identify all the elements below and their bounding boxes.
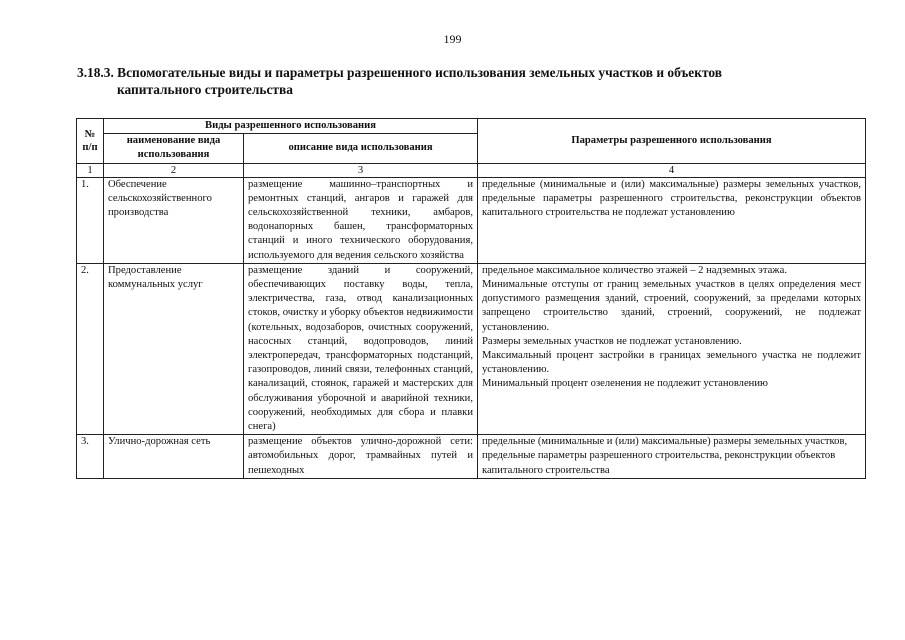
use-params bbox=[478, 435, 866, 479]
param-paragraph: предельные (минимальные и (или) максимальные) размеры земельных участков, предельные параметры разрешенного строительства, реконструкции объектов капитального строительства не подлежат установлению bbox=[482, 178, 861, 219]
param-paragraph: Размеры земельных участков не подлежат установлению. bbox=[482, 335, 742, 347]
use-description: размещение машинно–транспортных и ремонтных станций, ангаров и гаражей для сельскохозяйственной техники, амбаров, водонапорных башен, трансформаторных станций и иного технического оборудования, используемого для ведения сельского хозяйства bbox=[244, 177, 478, 263]
section-heading-line1: 3.18.3. Вспомогательные виды и параметры разрешенного использования земельных участков и объектов bbox=[77, 65, 722, 80]
section-heading bbox=[77, 64, 867, 98]
param-paragraph: предельное максимальное количество этажей – 2 надземных этажа. bbox=[482, 264, 787, 276]
row-number: 3. bbox=[77, 435, 104, 479]
section-heading-line2: капитального строительства bbox=[117, 82, 293, 97]
column-number: 2 bbox=[104, 163, 244, 177]
column-number: 4 bbox=[478, 163, 866, 177]
param-paragraph: Максимальный процент застройки в границах земельного участка не подлежит установлению. bbox=[482, 350, 861, 376]
column-numbers-row bbox=[77, 163, 866, 177]
use-description: размещение объектов улично-дорожной сети: автомобильных дорог, трамвайных путей и пешеходных bbox=[244, 435, 478, 479]
column-number: 3 bbox=[244, 163, 478, 177]
land-use-table bbox=[76, 118, 866, 479]
use-name: Улично-дорожная сеть bbox=[104, 435, 244, 479]
param-paragraph: Минимальный процент озеленения не подлежит установлению bbox=[482, 378, 768, 390]
use-name: Предоставление коммунальных услуг bbox=[104, 263, 244, 434]
table-row bbox=[77, 177, 866, 263]
header-params: Параметры разрешенного использования bbox=[478, 119, 866, 164]
row-number: 2. bbox=[77, 263, 104, 434]
param-paragraph: предельные (минимальные и (или) максимальные) размеры земельных участков, предельные параметры разрешенного строительства, реконструкции объектов капитального строительства bbox=[482, 436, 848, 476]
param-paragraph: Минимальные отступы от границ земельных участков в целях определения мест допустимого размещения зданий, строений, сооружений, за пределами которых запрещено строительство зданий, строений, сооружений, не подлежат установлению. bbox=[482, 279, 861, 333]
use-description: размещение зданий и сооружений, обеспечивающих поставку воды, тепла, электричества, газа, отвод канализационных стоков, очистку и уборку объектов недвижимости (котельных, водозаборов, очистных сооружений, насосных станций, водопроводов, линий электропередач, трансформаторных подстанций, газопроводов, линий связи, телефонных станций, канализаций, стоянок, гаражей и мастерских для обслуживания уборочной и аварийной техники, сооружений, необходимых для сбора и плавки снега) bbox=[244, 263, 478, 434]
header-name: наименование вида использования bbox=[104, 134, 244, 163]
use-params bbox=[478, 177, 866, 263]
table-row bbox=[77, 263, 866, 434]
header-num: № п/п bbox=[77, 119, 104, 164]
table-row bbox=[77, 435, 866, 479]
use-params bbox=[478, 263, 866, 434]
header-description: описание вида использования bbox=[244, 134, 478, 163]
page-number: 199 bbox=[443, 32, 462, 46]
header-group: Виды разрешенного использования bbox=[104, 119, 478, 134]
column-number: 1 bbox=[77, 163, 104, 177]
row-number: 1. bbox=[77, 177, 104, 263]
use-name: Обеспечение сельскохозяйственного производства bbox=[104, 177, 244, 263]
